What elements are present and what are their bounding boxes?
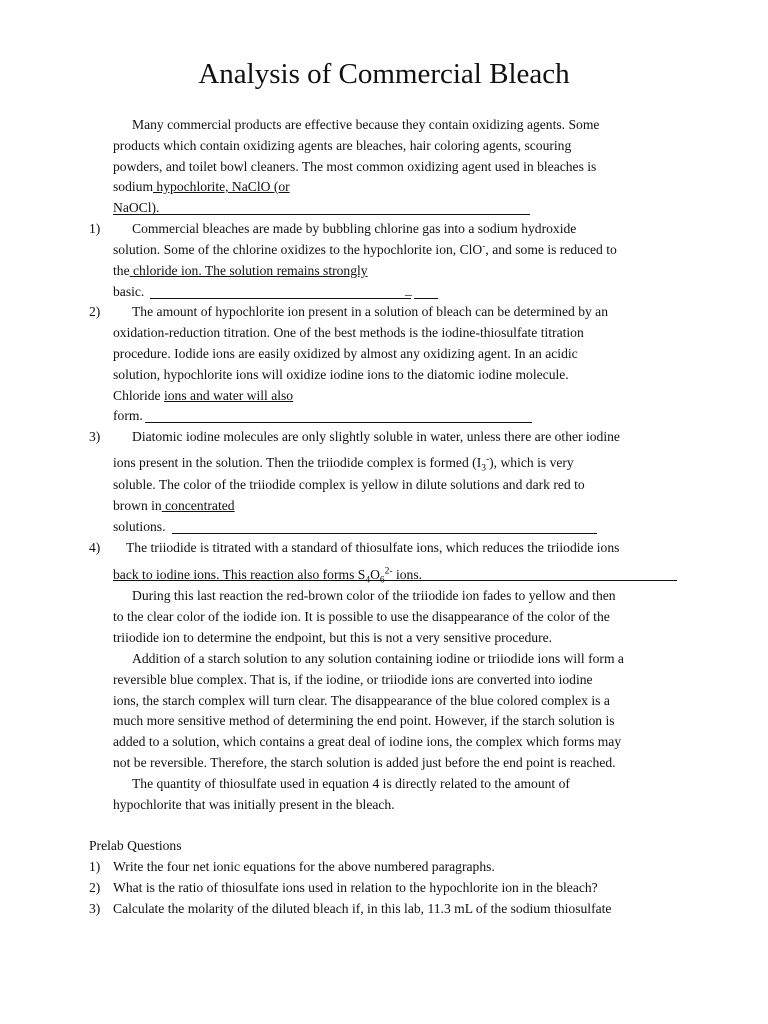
p4-line-1: The triiodide is titrated with a standard of thiosulfate ions, which reduces the triiodide ions <box>126 540 620 555</box>
answer-rule <box>113 214 530 215</box>
prelab-q3-number: 3) <box>89 901 101 916</box>
p3-superscript: - <box>485 454 490 465</box>
p1-line-2 <box>113 240 617 261</box>
body-line-4: Addition of a starch solution to any solution containing iodine or triiodide ions will form a <box>132 651 624 666</box>
p3-subscript: 3 <box>481 463 486 474</box>
body-line-5: reversible blue complex. That is, if the iodine, or triiodide ions are converted into iodine <box>113 672 593 687</box>
p4-oxygen: O <box>370 567 380 582</box>
body-line-7: much more sensitive method of determining the end point. However, if the starch solution is <box>113 713 615 728</box>
p1-line-3-text: the <box>113 263 130 278</box>
p3-line-2 <box>113 453 574 474</box>
body-line-11: hypochlorite that was initially present in the bleach. <box>113 797 395 812</box>
answer-rule <box>172 533 597 534</box>
p2-line-2: oxidation-reduction titration. One of the best methods is the iodine-thiosulfate titration <box>113 325 584 340</box>
p1-line-2-a: solution. Some of the chlorine oxidizes to the hypochlorite ion, ClO <box>113 242 483 257</box>
p1-line-4-tail: _ <box>405 282 412 297</box>
intro-line-1: Many commercial products are effective because they contain oxidizing agents. Some <box>132 117 600 132</box>
p4-line-2-b: ions. <box>392 567 423 582</box>
page-title: Analysis of Commercial Bleach <box>198 58 570 90</box>
p3-line-2-b: ), which is very <box>489 455 574 470</box>
p3-line-2-a: ions present in the solution. Then the triiodide complex is formed (I <box>113 455 482 470</box>
prelab-q2: What is the ratio of thiosulfate ions used in relation to the hypochlorite ion in the bleach? <box>113 880 598 895</box>
paragraph-3-number: 3) <box>89 429 101 444</box>
body-line-6: ions, the starch complex will turn clear. The disappearance of the blue colored complex is a <box>113 693 610 708</box>
p1-line-3 <box>113 261 368 282</box>
prelab-q2-number: 2) <box>89 880 101 895</box>
intro-line-4-text: sodium <box>113 179 154 194</box>
p4-superscript: 2- <box>384 566 393 577</box>
body-line-1: During this last reaction the red-brown color of the triiodide ion fades to yellow and then <box>132 588 616 603</box>
p2-line-5-underlined: ions and water will also <box>163 388 294 403</box>
p2-line-1: The amount of hypochlorite ion present in a solution of bleach can be determined by an <box>132 304 609 319</box>
intro-line-5: NaOCl). <box>113 200 160 215</box>
p2-line-6: form. <box>113 408 143 423</box>
p3-line-3: soluble. The color of the triiodide complex is yellow in dilute solutions and dark red to <box>113 477 585 492</box>
p2-line-3: procedure. Iodide ions are easily oxidized by almost any oxidizing agent. In an acidic <box>113 346 578 361</box>
p3-line-1: Diatomic iodine molecules are only slightly soluble in water, unless there are other iodine <box>132 429 620 444</box>
p1-line-2-b: , and some is reduced to <box>485 242 617 257</box>
prelab-heading: Prelab Questions <box>89 838 182 853</box>
p1-superscript: - <box>482 241 486 252</box>
body-line-2: to the clear color of the iodide ion. It is possible to use the disappearance of the color of the <box>113 609 610 624</box>
p4-subscript-1: 4 <box>365 575 371 586</box>
paragraph-4-number: 4) <box>89 540 101 555</box>
answer-rule <box>414 298 438 299</box>
p3-line-4 <box>113 496 235 517</box>
paragraph-1-number: 1) <box>89 221 101 236</box>
p4-line-2 <box>113 565 422 586</box>
intro-line-3: powders, and toilet bowl cleaners. The most common oxidizing agent used in bleaches is <box>113 159 597 174</box>
p1-line-3-underlined: chloride ion. The solution remains strongly <box>129 263 368 278</box>
body-line-9: not be reversible. Therefore, the starch solution is added just before the end point is reached. <box>113 755 616 770</box>
p4-subscript-2: 6 <box>379 575 385 586</box>
p3-line-5: solutions. <box>113 519 166 534</box>
p2-line-5-text: Chloride <box>113 388 164 403</box>
prelab-q3: Calculate the molarity of the diluted bleach if, in this lab, 11.3 mL of the sodium thiosulfate <box>113 901 612 916</box>
intro-line-2: products which contain oxidizing agents are bleaches, hair coloring agents, scouring <box>113 138 572 153</box>
answer-rule <box>145 422 532 423</box>
p2-line-4: solution, hypochlorite ions will oxidize iodine ions to the diatomic iodine molecule. <box>113 367 569 382</box>
body-line-3: triiodide ion to determine the endpoint, but this is not a very sensitive procedure. <box>113 630 553 645</box>
paragraph-2-number: 2) <box>89 304 101 319</box>
intro-line-4-underlined: hypochlorite, NaClO (or <box>153 179 290 194</box>
answer-rule <box>150 298 411 299</box>
p3-line-4-underlined: concentrated <box>161 498 235 513</box>
p3-line-4-text: brown in <box>113 498 162 513</box>
body-line-10: The quantity of thiosulfate used in equation 4 is directly related to the amount of <box>132 776 570 791</box>
prelab-q1: Write the four net ionic equations for the above numbered paragraphs. <box>113 859 495 874</box>
body-line-8: added to a solution, which contains a great deal of iodine ions, the complex which forms may <box>113 734 622 749</box>
intro-line-4 <box>113 177 290 198</box>
prelab-q1-number: 1) <box>89 859 101 874</box>
p1-line-4: basic. <box>113 284 145 299</box>
p1-line-1: Commercial bleaches are made by bubbling chlorine gas into a sodium hydroxide <box>132 221 577 236</box>
answer-rule <box>113 580 677 581</box>
p4-line-2-a: back to iodine ions. This reaction also forms S <box>113 567 366 582</box>
p2-line-5 <box>113 386 293 407</box>
